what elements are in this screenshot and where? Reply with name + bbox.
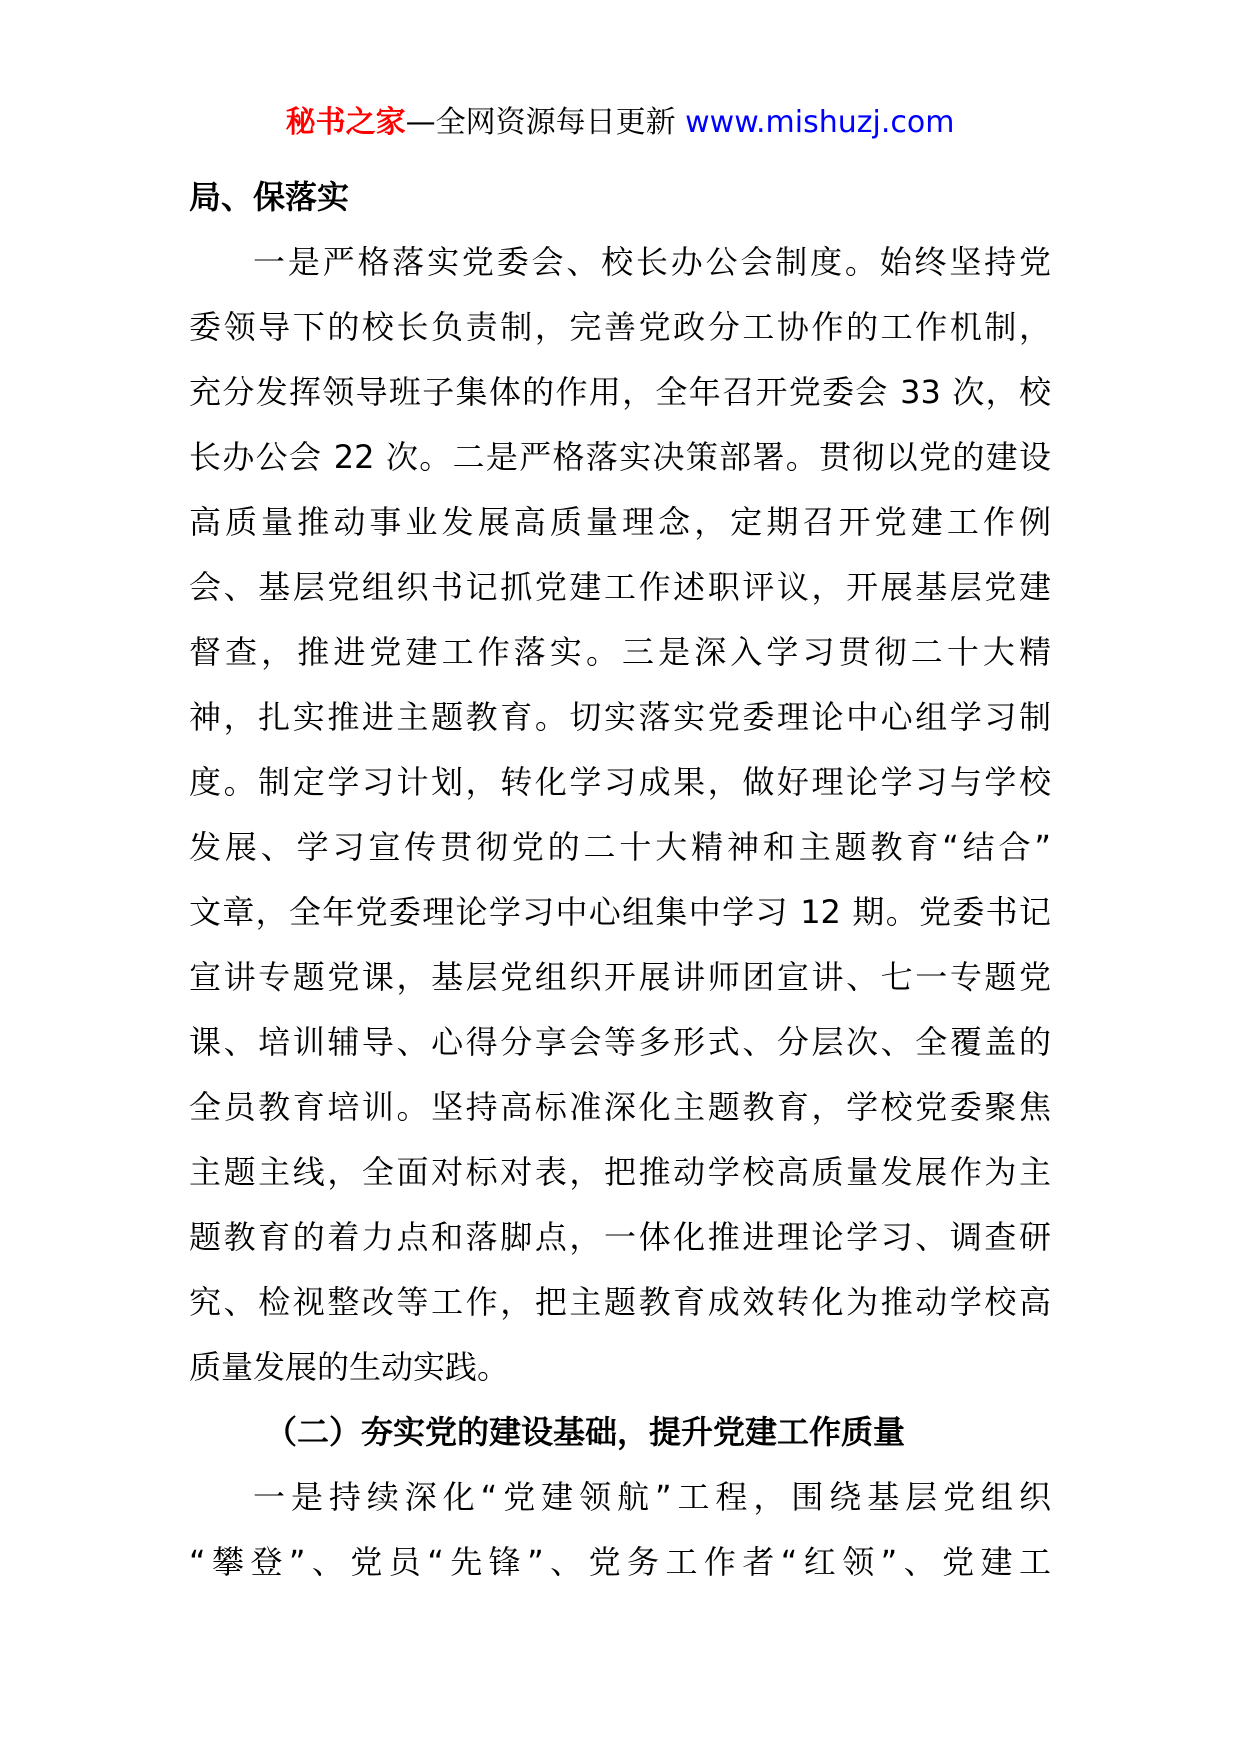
paragraph-line: 文章，全年党委理论学习中心组集中学习 12 期。党委书记 — [189, 893, 1051, 931]
paragraph-line: 督查，推进党建工作落实。三是深入学习贯彻二十大精 — [189, 633, 1051, 671]
paragraph-2 — [189, 1465, 1051, 1595]
paragraph-line: 长办公会 22 次。二是严格落实决策部署。贯彻以党的建设 — [189, 438, 1051, 476]
paragraph-line: 高质量推动事业发展高质量理念，定期召开党建工作例 — [189, 503, 1051, 541]
paragraph-line: 一是持续深化“党建领航”工程，围绕基层党组织 — [253, 1478, 1051, 1516]
header-tagline: —全网资源每日更新 — [405, 105, 676, 140]
paragraph-line: 一是严格落实党委会、校长办公会制度。始终坚持党 — [253, 243, 1051, 281]
paragraph-line: 宣讲专题党课，基层党组织开展讲师团宣讲、七一专题党 — [189, 958, 1051, 996]
paragraph-line: 充分发挥领导班子集体的作用，全年召开党委会 33 次，校 — [189, 373, 1051, 411]
paragraph-line: 委领导下的校长负责制，完善党政分工协作的工作机制， — [189, 308, 1051, 346]
paragraph-line: 课、培训辅导、心得分享会等多形式、分层次、全覆盖的 — [189, 1023, 1051, 1061]
paragraph-line: 发展、学习宣传贯彻党的二十大精神和主题教育“结合” — [189, 828, 1051, 866]
paragraph-line: 会、基层党组织书记抓党建工作述职评议，开展基层党建 — [189, 568, 1051, 606]
paragraph-1 — [189, 230, 1051, 1400]
opening-line: 局、保落实 — [189, 178, 350, 216]
paragraph-line: 题教育的着力点和落脚点，一体化推进理论学习、调查研 — [189, 1218, 1051, 1256]
page-header — [0, 100, 1240, 146]
document-body — [189, 165, 1051, 1595]
paragraph-line: 究、检视整改等工作，把主题教育成效转化为推动学校高 — [189, 1283, 1051, 1321]
paragraph-line: 全员教育培训。坚持高标准深化主题教育，学校党委聚焦 — [189, 1088, 1051, 1126]
section-heading: （二）夯实党的建设基础，提升党建工作质量 — [265, 1413, 906, 1451]
paragraph-line: 度。制定学习计划，转化学习成果，做好理论学习与学校 — [189, 763, 1051, 801]
paragraph-line: “攀登”、党员“先锋”、党务工作者“红领”、党建工 — [189, 1543, 1051, 1581]
paragraph-line: 主题主线，全面对标对表，把推动学校高质量发展作为主 — [189, 1153, 1051, 1191]
paragraph-line: 质量发展的生动实践。 — [189, 1348, 510, 1386]
website-link[interactable]: www.mishuzj.com — [685, 105, 955, 140]
brand-name: 秘书之家 — [285, 105, 406, 140]
paragraph-line: 神，扎实推进主题教育。切实落实党委理论中心组学习制 — [189, 698, 1051, 736]
